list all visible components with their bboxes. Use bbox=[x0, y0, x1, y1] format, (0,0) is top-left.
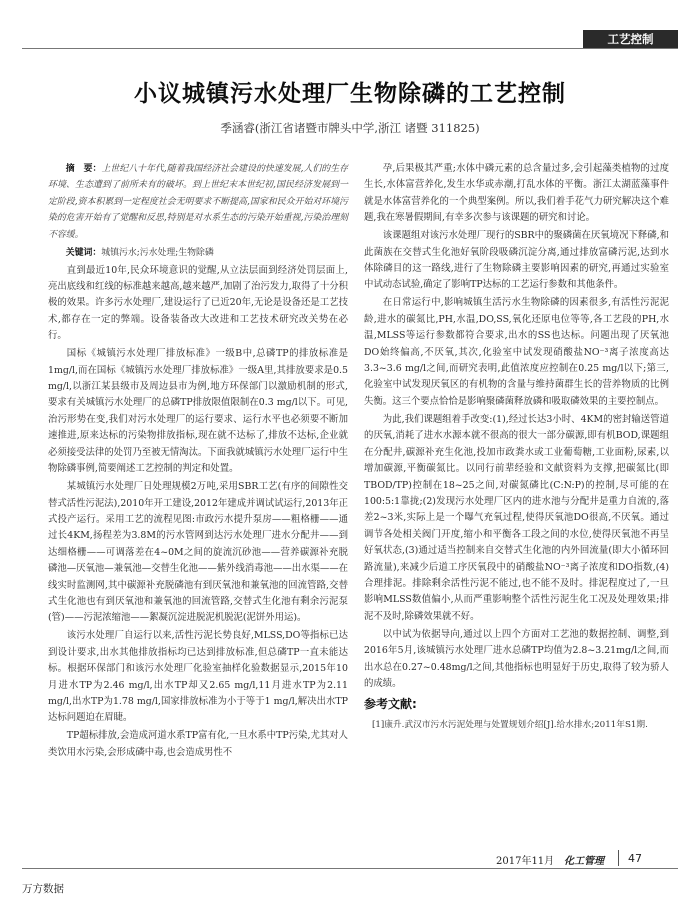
body-paragraph: TP超标排放,会造成河道水系TP富有化,一旦水系中TP污染,尤其对人类饮用水污染,会形成磷中毒,也会造成男性不 bbox=[48, 730, 348, 758]
body-paragraph: 直到最近10年,民众环境意识的觉醒,从立法层面到经济处罚层面上,亮出底线和红线的标准越来越高,越来越严,加剧了治污发力,取得了十分积极的效果。许多污水处理厂,建设运行了已近20年,无论是设备还是工艺技术,都存在一定的弊端。设备装备改大改进和工艺技术研究改关势在必行。 bbox=[48, 264, 348, 342]
keywords-label: 关键词： bbox=[65, 247, 102, 258]
header-rule bbox=[22, 48, 678, 49]
body-paragraph: 该污水处理厂自运行以来,活性污泥长势良好,MLSS,DO等指标已达到设计要求,出水其他排放指标均已达到排放标准,但总磷TP一直未能达标。根据环保部门和该污水处理厂化验室抽样化验数据显示,2015年10月进水TP为2.46 mg/l,出水TP却又2.65 mg/l,11月进水TP为2.11 mg/l,出水TP为1.78 mg/l,国家排放标准为小于等于1 mg/l,解决出水TP达标问题迫在眉睫。 bbox=[48, 630, 348, 724]
author-line: 季涵睿(浙江省诸暨市牌头中学,浙江 诸暨 311825) bbox=[220, 121, 480, 135]
article-title: 小议城镇污水处理厂生物除磷的工艺控制 bbox=[134, 81, 566, 107]
footer-date: 2017年11月 bbox=[496, 856, 555, 867]
abstract-label: 摘 要： bbox=[65, 164, 102, 174]
page-number: 47 bbox=[628, 852, 642, 865]
keywords bbox=[48, 245, 348, 261]
abstract-text: 上世纪八十年代,随着我国经济社会建设的快速发展,人们的生存环境、生态遭到了前所未有的破坏。到上世纪末本世纪初,国民经济发展到一定阶段,资本积累到一定程度社会无明要求不断提高,国家和民众开始对环境污染的危害开始有了觉醒和反思,特别是对水系生态的污染开始重视,污染治理刻不容缓。 bbox=[48, 164, 349, 240]
body-paragraph: 在日常运行中,影响城镇生活污水生物除磷的因素很多,有活性污泥泥龄,进水的碳氮比,PH,水温,DO,SS,氧化还原电位等等,各工艺段的PH,水温,MLSS等运行参数都符合要求,出水的SS也达标。问题出现了厌氧池DO始终偏高,不厌氧,其次,化验室中试发现硝酸盐NO⁻³离子浓度高达3.3~3.6 mg/l之间,而研究表明,此值浓度应控制在0.25 mg/l以下;第三,化验室中试发现厌氧区的有机物的含量与维持菌群生长的营养物质的比例失衡。这三个要点恰恰是影响聚磷菌释放磷和吸取磷效果的主要控制点。 bbox=[364, 297, 669, 407]
references-heading: 参考文献: bbox=[364, 697, 417, 712]
section-tag: 工艺控制 bbox=[583, 30, 678, 49]
body-paragraph: 国标《城镇污水处理厂排放标准》一级B中,总磷TP的排放标准是1mg/l,而在国标《城镇污水处理厂排放标准》一级A里,其排放要求是0.5 mg/l,以浙江某县级市及周边县市为例,地方环保部门以激励机制的形式,要求有关城镇污水处理厂的总磷TP排放限值限制在0.3 mg/l以下。可见,治污形势在变,我们对污水处理厂的运行要求、运行水平也必须要不断加速推进,原来达标的污染物排放指标,现在就不达标了,排放不达标,企业就必须接受法律的处罚乃至被无情淘汰。下面我就城镇污水处理厂运行中生物除磷事例,简要阐述工艺控制的判定和处置。 bbox=[48, 348, 349, 475]
footer-journal: 化工管理 bbox=[564, 856, 604, 867]
body-paragraph: 该课题组对该污水处理厂现行的SBR中的聚磷菌在厌氧境况下释磷,和此菌族在交替式生化池好氧阶段吸磷沉淀分离,通过排放富磷污泥,达到水体除磷目的这一路线,进行了生物除磷主要影响因素的研究,再通过实验室中试动态试验,确定了影响TP达标的工艺运行参数和其他条件。 bbox=[364, 230, 669, 291]
keywords-text: 城镇污水;污水处理;生物除磷 bbox=[101, 247, 214, 258]
body-paragraph: 为此,我们课题组着手改变:(1),经过长达3小时、4KM的密封输送管道的厌氧,消耗了进水水源本就不很高的很大一部分碳源,即有机BOD,课题组在分配井,碳源补充生化池,投加市政粪水或工业葡萄糖,工业面粉,尿素,以增加碳源,平衡碳氮比。以同行前辈经验和文献资料为支撑,把碳氮比(即TBOD/TP)控制在18~25之间,对碳氮磷比(C:N:P)的控制,尽可能的在100:5:1靠拢;(2)发现污水处理厂区内的进水池与分配井是重力自流的,落差2~3米,实际上是一个曝气充氧过程,使得厌氧池DO很高,不厌氧。通过调节各处相关阀门开度,缩小和平衡各工段之间的水位,使得厌氧池不再呈好氧状态,(3)通过适当控制来自交替式生化池的内外回流量(即大小循环回路流量),来减少后道工序厌氧段中的硝酸盐NO⁻³离子浓度和DO指数,(4)合理排泥。排除剩余活性污泥不能过,也不能不及时。排泥程度过了,一旦影响MLSS数值偏小,从而严重影响整个活性污泥生化工况及处理效果;排泥不及时,除磷效果就不好。 bbox=[364, 413, 669, 622]
body-paragraph: 以中试为依据导向,通过以上四个方面对工艺池的数据控制、调整,到2016年5月,该城镇污水处理厂进水总磷TP均值为2.8~3.21mg/l之间,而出水总在0.27~0.48mg/l之间,其他指标也明显好于历史,取得了较为骄人的成绩。 bbox=[364, 628, 669, 689]
left-column bbox=[48, 161, 348, 763]
abstract bbox=[48, 161, 348, 243]
body-paragraph: 孕,后果极其严重;水体中磷元素的总含量过多,会引起藻类植物的过度生长,水体富营养化,发生水华或赤潮,打乱水体的平衡。浙江太湖蓝藻事件就是水体富营养化的一个典型案例。所以,我们着手花气力研究解决这个难题,我在寒暑假期间,有幸多次参与该课题的研究和讨论。 bbox=[364, 163, 669, 224]
footer-rule bbox=[22, 868, 678, 869]
footer-separator bbox=[618, 850, 619, 866]
body-paragraph: 某城镇污水处理厂日处理规模2万吨,采用SBR工艺(有序的间隙性交替式活性污泥法),2010年开工建设,2012年建成并调试试运行,2013年正式投产运行。采用工艺的流程见图:市政污水提升泵房——粗格栅——通过长4KM,扬程差为3.8M的污水管网到达污水处理厂进水分配井——到达细格栅——可调落差在4~0M之间的旋流沉砂池——营养碳源补充脱磷池—厌氧池—兼氧池—交替生化池——紫外线消毒池——出水渠——在线实时监测网,其中碳源补充脱磷池有到厌氧池和兼氧池的回流管路,交替式生化池也有到厌氧池和兼氧池的回流管路,交替式生化池有剩余污泥泵(管)——污泥浓缩池——絮凝沉淀进脱泥机脱泥(泥饼外用运)。 bbox=[48, 481, 349, 624]
source-watermark: 万方数据 bbox=[22, 883, 64, 895]
reference-item: [1]康升.武汉市污水污泥处理与处置规划介绍[J].给水排水;2011年S1期. bbox=[372, 719, 648, 730]
right-column bbox=[364, 161, 669, 733]
